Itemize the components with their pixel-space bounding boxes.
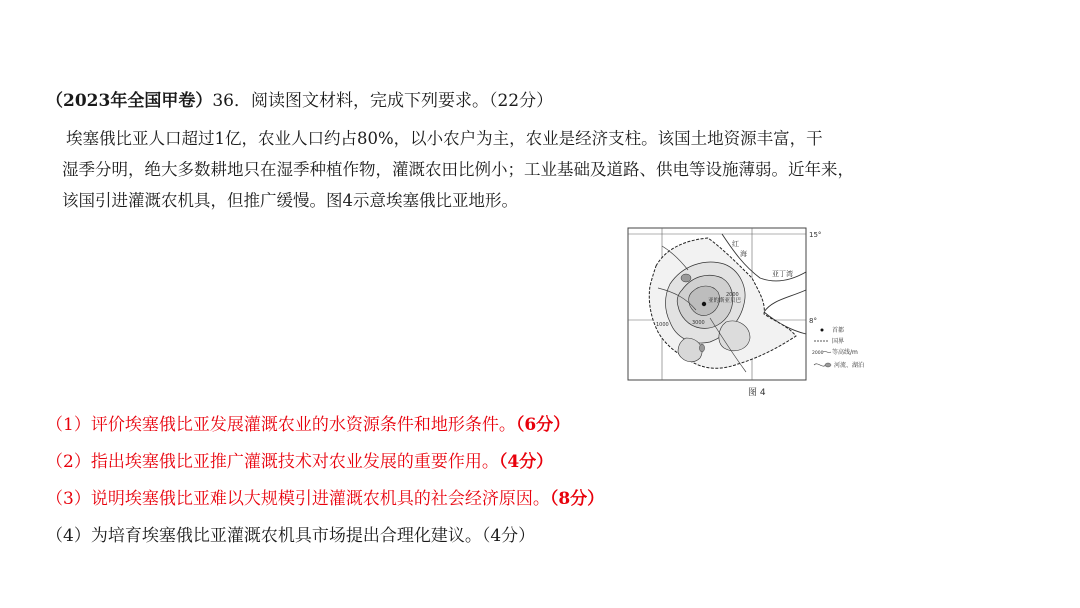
material-passage: [64, 123, 1004, 216]
question-header: [46, 88, 553, 114]
label-contour-3000: 3000: [692, 320, 705, 326]
question-4-points: （4分）: [481, 526, 536, 546]
question-1: [46, 407, 604, 444]
legend-contour-sample: 2000: [812, 351, 824, 356]
question-3-text: （3）说明埃塞俄比亚难以大规模引进灌溉农机具的社会经济原因。: [46, 489, 550, 509]
question-2-points: （4分）: [498, 452, 554, 472]
question-3-points: （8分）: [549, 489, 605, 509]
lake-south: [700, 344, 705, 352]
question-3: [46, 481, 604, 518]
figure-caption: 图 4: [748, 388, 766, 398]
question-2-text: （2）指出埃塞俄比亚推广灌溉技术对农业发展的重要作用。: [46, 452, 499, 472]
legend-lake-symbol: [825, 363, 831, 367]
capital-marker: [702, 302, 706, 306]
question-list: [46, 407, 604, 555]
question-4-text: （4）为培育埃塞俄比亚灌溉农机具市场提出合理化建议。: [46, 526, 482, 546]
passage-line-2: 湿季分明，绝大多数耕地只在湿季种植作物，灌溉农田比例小；工业基础及道路、供电等设施薄弱。近年来，: [62, 160, 854, 179]
legend-river-label: 河流、湖泊: [834, 362, 865, 369]
exam-source: （2023年全国甲卷）: [46, 91, 213, 111]
passage-line-3: 该国引进灌溉农机具，但推广缓慢。图4示意埃塞俄比亚地形。: [62, 191, 518, 210]
question-intro: 36．阅读图文材料，完成下列要求。（22分）: [212, 91, 554, 111]
label-red-sea-1: 红: [732, 240, 739, 248]
label-contour-1000: 1000: [656, 322, 669, 328]
ethiopia-terrain-map: [626, 226, 896, 404]
label-red-sea-2: 海: [740, 250, 747, 258]
label-contour-2000: 2000: [726, 292, 739, 298]
legend-contour-symbol: [823, 351, 831, 352]
legend-border-label: 国界: [832, 338, 845, 345]
legend-capital-symbol: [821, 329, 824, 332]
label-lat-mid: 8°: [809, 317, 817, 325]
label-gulf-of-aden: 亚丁湾: [772, 270, 793, 278]
passage-line-1: 埃塞俄比亚人口超过1亿，农业人口约占80%，以小农户为主，农业是经济支柱。该国土地资源丰富，干: [66, 129, 823, 148]
label-lat-top: 15°: [809, 231, 822, 239]
question-4: [46, 518, 604, 555]
map-legend: [812, 326, 864, 369]
legend-capital-label: 首都: [832, 327, 845, 334]
lake-tana: [681, 274, 691, 282]
map-svg: [626, 226, 896, 386]
legend-river-symbol: [814, 364, 826, 366]
question-1-text: （1）评价埃塞俄比亚发展灌溉农业的水资源条件和地形条件。: [46, 415, 516, 435]
question-1-points: （6分）: [515, 415, 571, 435]
label-capital: 亚的斯亚贝巴: [708, 298, 742, 304]
question-2: [46, 444, 604, 481]
legend-contour-label: 等高线/m: [832, 349, 858, 356]
